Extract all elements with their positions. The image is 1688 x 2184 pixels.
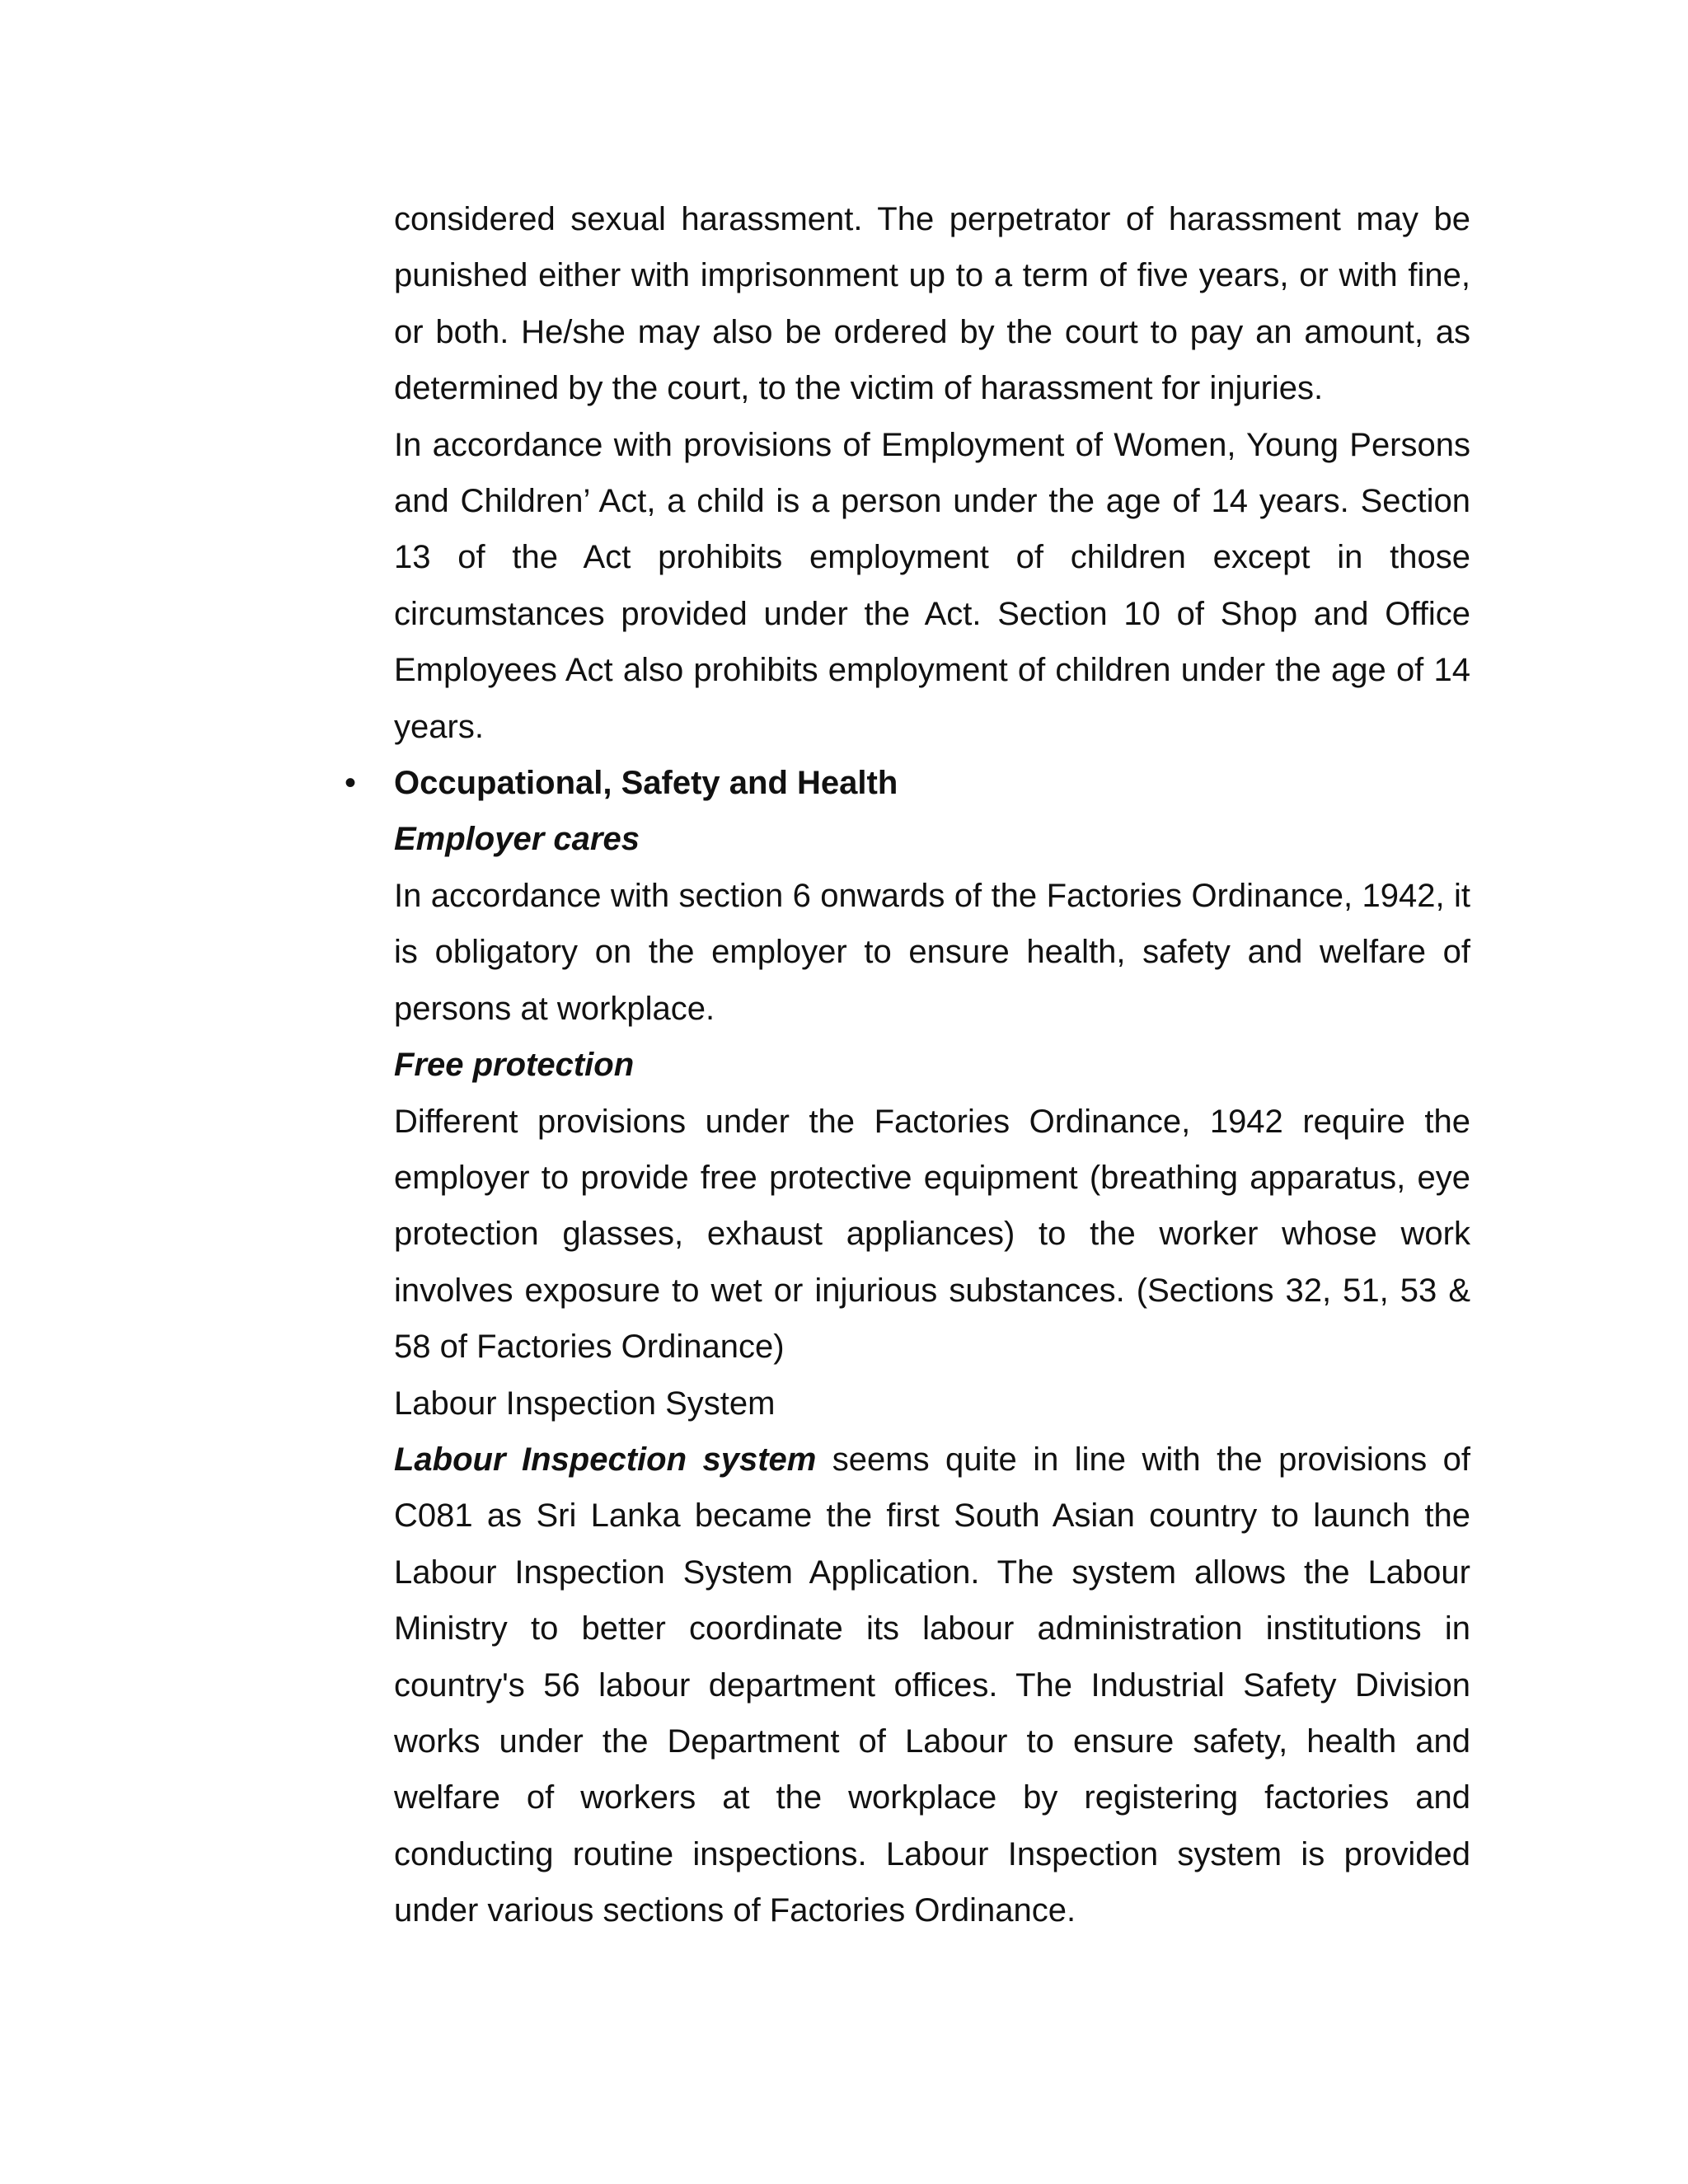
paragraph-child-employment: In accordance with provisions of Employment of Women, Young Persons and Children’ Act, a child is a person under the age of 14 years. Section 13 of the Act prohibits employment of children except in those circumstances provided under the Act. Section 10 of Shop and Office Employees Act also prohibits employment of children under the age of 14 years. (394, 426, 1470, 745)
labour-inspection-lead: Labour Inspection system (394, 1441, 817, 1478)
paragraph-labour-inspection (394, 1432, 1470, 1939)
section-heading: Occupational, Safety and Health (394, 765, 898, 802)
section-occupational-safety-health (345, 755, 1470, 811)
paragraph-free-protection: Different provisions under the Factories Ordinance, 1942 require the employer to provide free protective equipment (breathing apparatus, eye protection glasses, exhaust appliances) to the worker whose work involves exposure to wet or injurious substances. (Sections 32, 51, 53 & 58 of Factories Ordinance) (394, 1103, 1470, 1366)
labour-inspection-body: seems quite in line with the provisions of C081 as Sri Lanka became the first South Asian country to launch the Labour Inspection System Application. The system allows the Labour Ministry to better coordinate its labour administration institutions in country's 56 labour department offices. The Industrial Safety Division works under the Department of Labour to ensure safety, health and welfare of workers at the workplace by registering factories and conducting routine inspections. Labour Inspection system is provided under various sections of Factories Ordinance. (394, 1441, 1470, 1929)
subheading-free-protection: Free protection (394, 1047, 635, 1084)
subheading-employer-cares: Employer cares (394, 821, 640, 858)
paragraph-sexual-harassment: considered sexual harassment. The perpetrator of harassment may be punished either with imprisonment up to a term of five years, or with fine, or both. He/she may also be ordered by the court to pay an amount, as determined by the court, to the victim of harassment for injuries. (394, 201, 1470, 407)
paragraph-employer-cares: In accordance with section 6 onwards of the Factories Ordinance, 1942, it is obligatory on the employer to ensure health, safety and welfare of persons at workplace. (394, 877, 1470, 1027)
bullet-icon: • (345, 765, 357, 802)
label-labour-inspection-system: Labour Inspection System (394, 1385, 776, 1422)
document-body (345, 191, 1470, 1939)
